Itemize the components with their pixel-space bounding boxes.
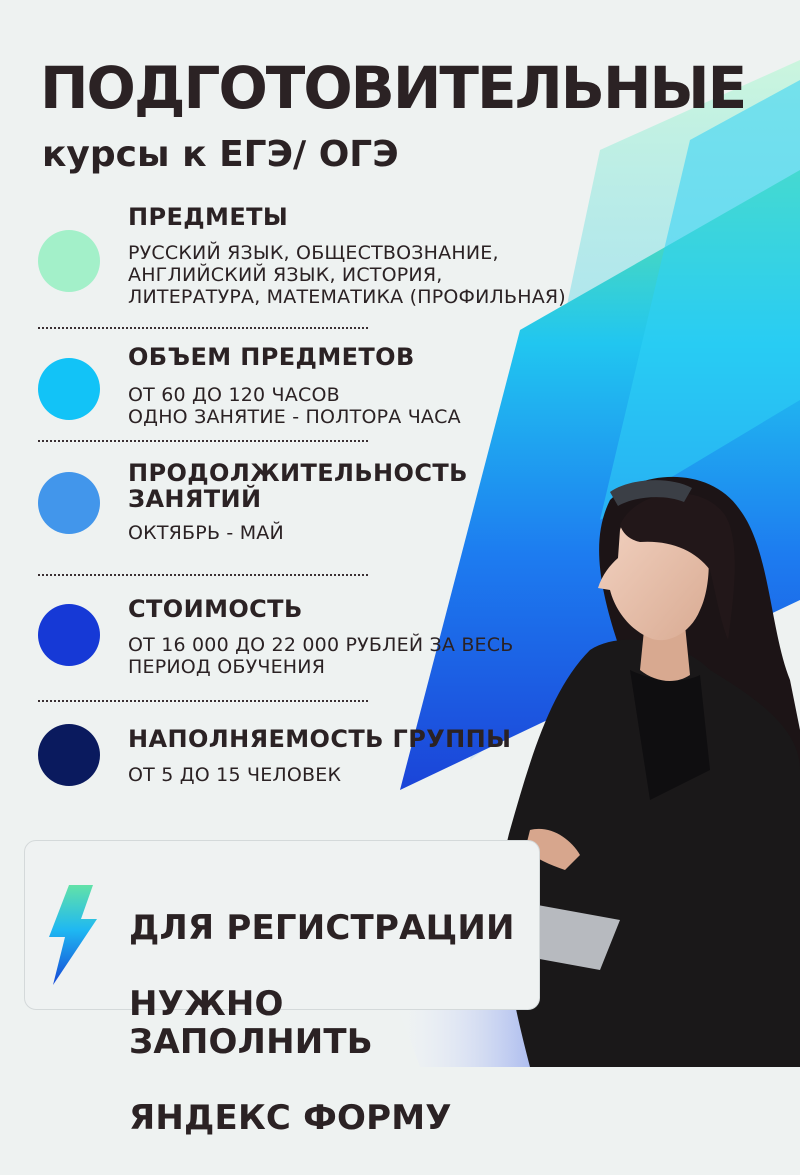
info-description bbox=[128, 242, 566, 308]
info-heading: ОБЪЕМ ПРЕДМЕТОВ bbox=[128, 343, 415, 371]
info-line: ОТ 60 ДО 120 ЧАСОВ bbox=[128, 384, 340, 406]
info-line: АНГЛИЙСКИЙ ЯЗЫК, ИСТОРИЯ, bbox=[128, 264, 443, 286]
group-dot-icon bbox=[38, 724, 100, 786]
subjects-dot-icon bbox=[38, 230, 100, 292]
info-heading: НАПОЛНЯЕМОСТЬ ГРУППЫ bbox=[128, 725, 512, 753]
info-item-price bbox=[0, 594, 640, 684]
lightning-bolt-icon bbox=[47, 885, 97, 985]
dotted-divider bbox=[38, 440, 368, 442]
registration-text-line: НУЖНО ЗАПОЛНИТЬ bbox=[129, 984, 373, 1062]
info-heading bbox=[128, 460, 468, 512]
info-line: ОТ 5 ДО 15 ЧЕЛОВЕК bbox=[128, 764, 342, 786]
price-dot-icon bbox=[38, 604, 100, 666]
registration-text bbox=[129, 871, 539, 1175]
info-line: ПЕРИОД ОБУЧЕНИЯ bbox=[128, 656, 326, 678]
info-description bbox=[128, 634, 513, 678]
registration-callout bbox=[24, 840, 540, 1138]
info-line: ОКТЯБРЬ - МАЙ bbox=[128, 522, 284, 544]
info-item-group-size bbox=[0, 716, 640, 796]
info-item-volume bbox=[0, 340, 640, 430]
volume-dot-icon bbox=[38, 358, 100, 420]
info-description bbox=[128, 384, 461, 428]
page-subtitle: курсы к ЕГЭ/ ОГЭ bbox=[42, 134, 399, 175]
registration-text-line: ДЛЯ РЕГИСТРАЦИИ bbox=[129, 908, 515, 948]
info-heading: СТОИМОСТЬ bbox=[128, 595, 303, 623]
info-heading: ПРЕДМЕТЫ bbox=[128, 203, 289, 231]
registration-text-line: ЯНДЕКС ФОРМУ bbox=[129, 1098, 452, 1138]
info-line: ОТ 16 000 ДО 22 000 РУБЛЕЙ ЗА ВЕСЬ bbox=[128, 634, 514, 656]
dotted-divider bbox=[38, 700, 368, 702]
info-heading-line: ЗАНЯТИЙ bbox=[128, 485, 262, 513]
info-line: ЛИТЕРАТУРА, МАТЕМАТИКА (ПРОФИЛЬНАЯ) bbox=[128, 286, 566, 308]
info-item-duration bbox=[0, 456, 640, 556]
info-item-subjects bbox=[0, 200, 640, 310]
info-heading-line: ПРОДОЛЖИТЕЛЬНОСТЬ bbox=[128, 459, 468, 487]
info-line: РУССКИЙ ЯЗЫК, ОБЩЕСТВОЗНАНИЕ, bbox=[128, 242, 499, 264]
duration-dot-icon bbox=[38, 472, 100, 534]
info-description bbox=[128, 764, 341, 786]
info-line: ОДНО ЗАНЯТИЕ - ПОЛТОРА ЧАСА bbox=[128, 406, 461, 428]
dotted-divider bbox=[38, 327, 368, 329]
dotted-divider bbox=[38, 574, 368, 576]
page-title: ПОДГОТОВИТЕЛЬНЫЕ bbox=[40, 54, 746, 122]
info-description bbox=[128, 522, 284, 544]
